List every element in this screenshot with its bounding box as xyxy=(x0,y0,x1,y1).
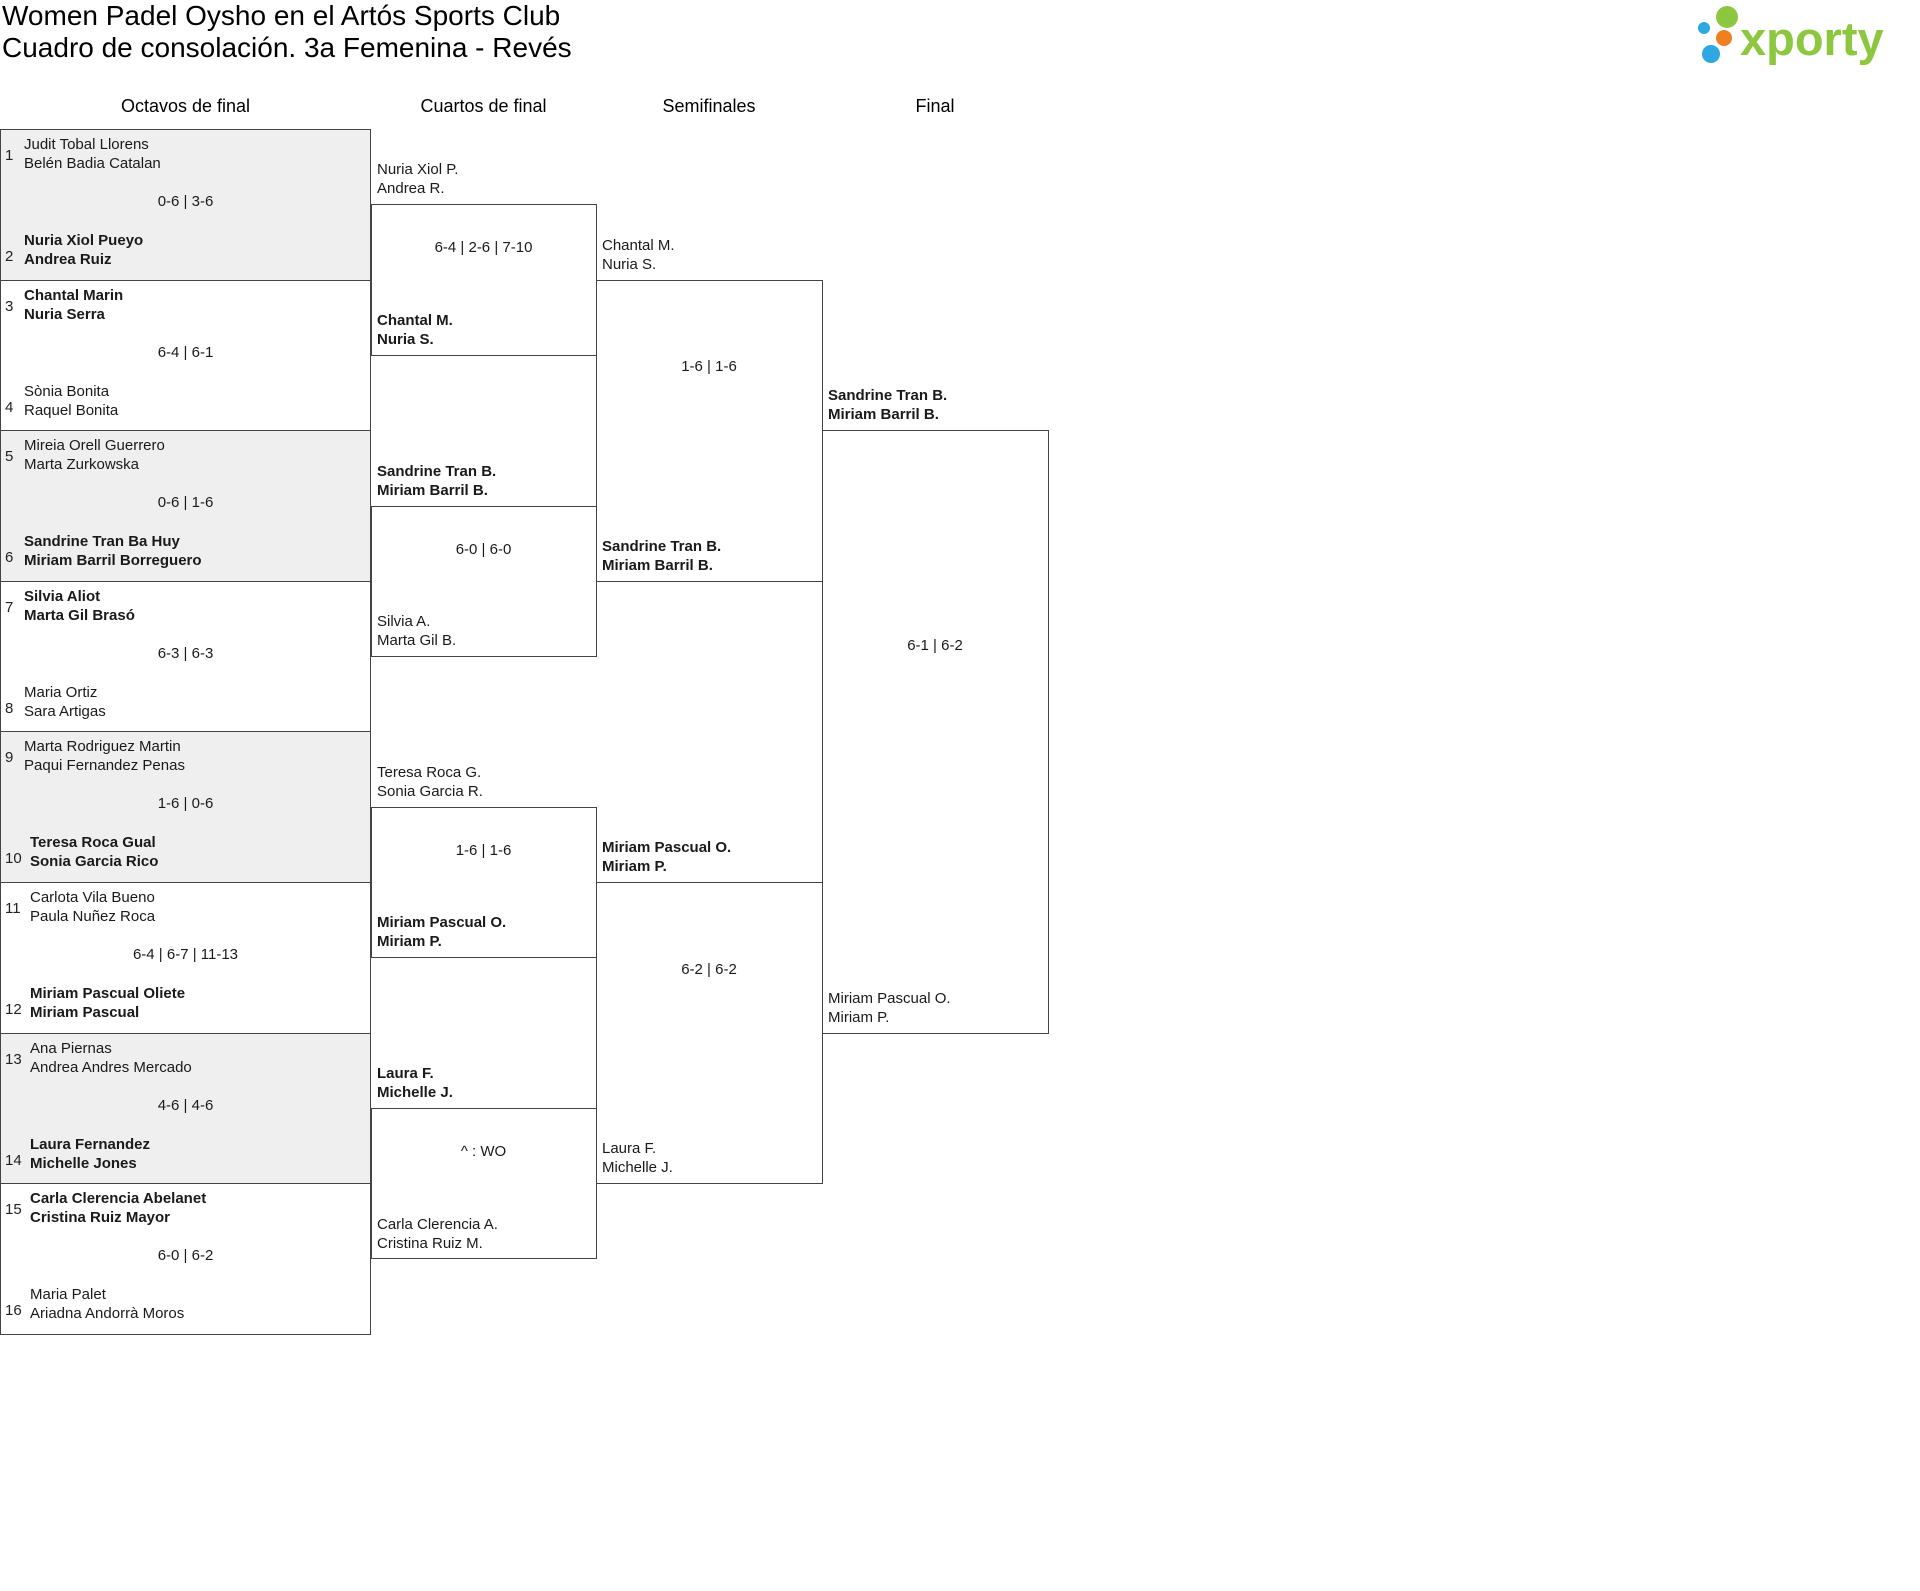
player-name: Cristina Ruiz Mayor xyxy=(30,1209,171,1227)
team-a xyxy=(30,888,155,926)
player-name: Sara Artigas xyxy=(24,702,106,720)
team-a xyxy=(24,737,185,775)
player-name: Sònia Bonita xyxy=(24,382,110,400)
draw-subtitle: Cuadro de consolación. 3a Femenina - Revés xyxy=(2,32,572,63)
player-name: Cristina Ruiz M. xyxy=(377,1234,483,1252)
player-name: Teresa Roca Gual xyxy=(30,834,156,852)
player-name: Teresa Roca G. xyxy=(377,763,482,781)
player-name: Nuria Serra xyxy=(24,305,105,323)
seed-number: 12 xyxy=(5,1001,22,1018)
seed-number: 4 xyxy=(5,398,14,416)
team-b xyxy=(30,1285,184,1323)
player-name: Miriam P. xyxy=(828,1008,890,1026)
match-score: 4-6 | 4-6 xyxy=(157,1096,214,1114)
player-name: Belén Badia Catalan xyxy=(24,155,161,172)
xporty-logo xyxy=(1696,4,1916,68)
player-name: Sandrine Tran B. xyxy=(377,462,497,480)
player-name: Miriam Pascual xyxy=(30,1004,140,1021)
player-name: Sandrine Tran B. xyxy=(828,387,948,405)
player-name: Miriam Barril B. xyxy=(377,481,488,499)
team-b xyxy=(24,231,143,269)
player-name: Miriam Pascual O. xyxy=(377,914,507,932)
player-name: Sonia Garcia Rico xyxy=(30,853,159,871)
match-score: 6-3 | 6-3 xyxy=(157,644,214,662)
player-name: Maria Palet xyxy=(30,1286,106,1304)
team-a xyxy=(602,838,731,876)
round-header-4: Final xyxy=(915,96,955,116)
seed-number: 2 xyxy=(5,248,14,265)
team-b xyxy=(30,833,158,871)
logo-dot-orange xyxy=(1716,30,1732,46)
match-score: 6-4 | 6-1 xyxy=(157,343,214,361)
player-name: Ariadna Andorrà Moros xyxy=(30,1305,185,1323)
seed-number: 10 xyxy=(5,850,22,868)
match-score: 1-6 | 1-6 xyxy=(681,358,737,376)
logo-dot-blue xyxy=(1702,45,1720,63)
player-name: Chantal M. xyxy=(377,311,453,329)
match-score: 6-4 | 6-7 | 11-13 xyxy=(132,946,239,963)
round-header-1: Octavos de final xyxy=(120,96,251,116)
player-name: Andrea Ruiz xyxy=(24,251,112,268)
team-b xyxy=(377,1215,498,1253)
team-b xyxy=(30,1135,150,1173)
player-name: Miriam P. xyxy=(602,858,667,875)
logo-dot-blue-small xyxy=(1698,22,1710,34)
team-a xyxy=(828,386,947,424)
team-b xyxy=(24,532,202,570)
match-score: 0-6 | 1-6 xyxy=(157,494,214,512)
team-a xyxy=(30,1189,206,1227)
player-name: Laura Fernandez xyxy=(30,1135,151,1153)
logo-dot-green xyxy=(1716,6,1738,28)
player-name: Miriam Pascual O. xyxy=(602,839,732,856)
team-a xyxy=(377,160,458,198)
player-name: Sonia Garcia R. xyxy=(377,782,483,800)
player-name: Michelle Jones xyxy=(30,1154,137,1172)
seed-number: 3 xyxy=(5,297,14,315)
team-b xyxy=(602,1139,673,1177)
team-a xyxy=(377,1064,453,1102)
team-a xyxy=(30,1039,192,1077)
team-b xyxy=(602,537,721,575)
player-name: Chantal M. xyxy=(602,236,675,254)
match-score: 6-1 | 6-2 xyxy=(907,637,963,655)
logo-text: xporty xyxy=(1740,12,1884,65)
match-score: 6-0 | 6-2 xyxy=(157,1247,214,1265)
player-name: Marta Gil B. xyxy=(377,632,457,650)
player-name: Laura F. xyxy=(602,1140,657,1158)
player-name: Andrea Andres Mercado xyxy=(30,1058,192,1076)
player-name: Miriam P. xyxy=(377,933,442,951)
player-name: Miriam Pascual Oliete xyxy=(30,985,186,1002)
player-name: Sandrine Tran Ba Huy xyxy=(24,533,180,551)
tournament-title: Women Padel Oysho en el Artós Sports Club xyxy=(2,0,561,31)
player-name: Raquel Bonita xyxy=(24,401,119,419)
seed-number: 14 xyxy=(5,1151,22,1169)
match-score: 1-6 | 1-6 xyxy=(455,841,512,859)
player-name: Michelle J. xyxy=(602,1159,673,1177)
seed-number: 13 xyxy=(5,1050,22,1068)
seed-number: 11 xyxy=(5,900,21,917)
team-a xyxy=(602,236,675,274)
player-name: Miriam Barril B. xyxy=(828,406,939,424)
player-name: Laura F. xyxy=(377,1064,434,1082)
player-name: Silvia A. xyxy=(377,613,431,631)
team-b xyxy=(24,382,118,420)
player-name: Miriam Barril Borreguero xyxy=(24,552,202,570)
team-a xyxy=(24,286,123,324)
player-name: Carla Clerencia A. xyxy=(377,1215,498,1233)
match-score: 6-4 | 2-6 | 7-10 xyxy=(434,239,533,257)
player-name: Marta Rodriguez Martin xyxy=(24,738,181,756)
match-box-final xyxy=(822,430,1049,1033)
team-b xyxy=(377,913,506,951)
round-header-2: Cuartos de final xyxy=(420,96,547,116)
seed-number: 16 xyxy=(5,1302,22,1320)
player-name: Paula Nuñez Roca xyxy=(30,908,156,925)
player-name: Michelle J. xyxy=(377,1083,453,1101)
player-name: Chantal Marin xyxy=(24,286,124,304)
player-name: Nuria Xiol Pueyo xyxy=(24,232,144,249)
player-name: Marta Gil Brasó xyxy=(24,606,135,624)
player-name: Nuria S. xyxy=(602,255,657,273)
match-score: 6-0 | 6-0 xyxy=(455,540,512,558)
seed-number: 9 xyxy=(5,749,14,767)
team-a xyxy=(24,587,135,625)
team-b xyxy=(828,989,951,1027)
player-name: Judit Tobal Llorens xyxy=(24,136,149,153)
player-name: Miriam Barril B. xyxy=(602,556,713,574)
match-score: ^ : WO xyxy=(460,1143,507,1161)
seed-number: 1 xyxy=(5,147,14,164)
match-score: 1-6 | 0-6 xyxy=(157,795,214,813)
player-name: Carla Clerencia Abelanet xyxy=(30,1190,207,1208)
team-b xyxy=(30,984,185,1022)
player-name: Andrea R. xyxy=(377,180,445,198)
round-header-3: Semifinales xyxy=(662,96,756,116)
player-name: Marta Zurkowska xyxy=(24,456,140,474)
player-name: Ana Piernas xyxy=(30,1039,112,1057)
seed-number: 15 xyxy=(5,1201,22,1219)
team-a xyxy=(377,462,496,500)
player-name: Sandrine Tran B. xyxy=(602,537,722,555)
match-score: 0-6 | 3-6 xyxy=(157,193,214,210)
team-b xyxy=(377,311,453,349)
seed-number: 5 xyxy=(5,448,14,466)
seed-number: 7 xyxy=(5,598,14,616)
player-name: Paqui Fernandez Penas xyxy=(24,757,185,775)
team-a xyxy=(24,436,165,474)
team-b xyxy=(24,683,106,721)
player-name: Miriam Pascual O. xyxy=(828,989,951,1007)
match-score: 6-2 | 6-2 xyxy=(681,960,737,978)
player-name: Nuria S. xyxy=(377,330,434,348)
team-a xyxy=(24,135,161,173)
player-name: Nuria Xiol P. xyxy=(377,161,459,179)
player-name: Silvia Aliot xyxy=(24,587,101,605)
seed-number: 6 xyxy=(5,549,14,567)
team-a xyxy=(377,763,483,801)
player-name: Maria Ortiz xyxy=(24,683,98,701)
player-name: Mireia Orell Guerrero xyxy=(24,437,165,455)
seed-number: 8 xyxy=(5,699,14,717)
player-name: Carlota Vila Bueno xyxy=(30,889,155,906)
team-b xyxy=(377,612,456,650)
